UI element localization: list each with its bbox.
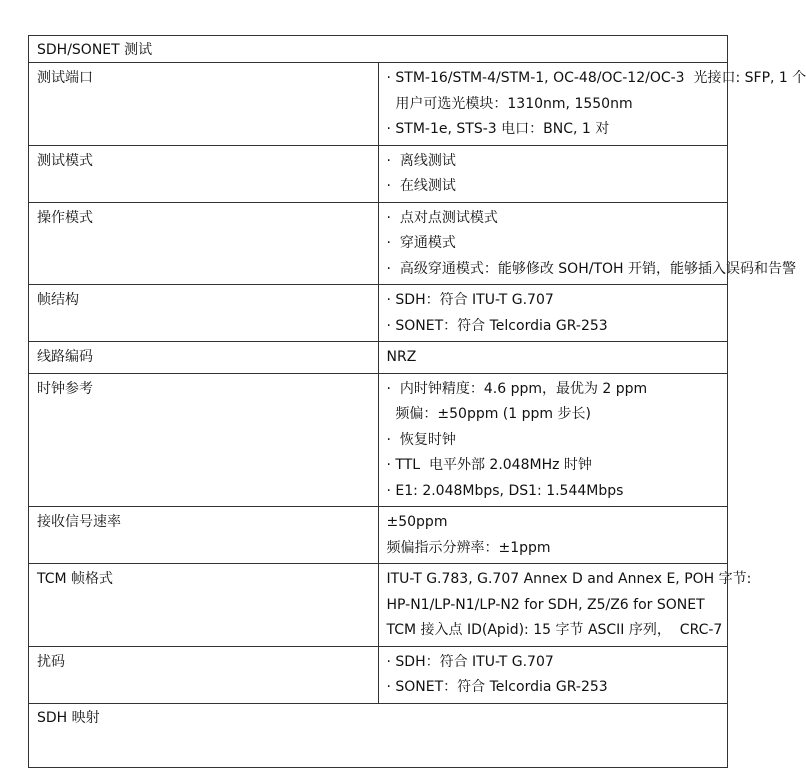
row-value-line: · 离线测试 <box>386 152 456 169</box>
row-value-line: · STM-1e, STS-3 电口：BNC, 1 对 <box>386 121 610 137</box>
row-value-cell <box>378 145 728 202</box>
row-value-line: · SONET：符合 Telcordia GR-253 <box>386 317 608 334</box>
table-row <box>29 342 728 374</box>
row-label: 时钟参考 <box>37 380 93 397</box>
row-value-line: · 高级穿通模式：能够修改 SOH/TOH 开销，能够插入误码和告警 <box>386 260 796 277</box>
row-value-cell <box>378 202 796 285</box>
row-label-cell <box>29 564 379 647</box>
row-value-line: ITU-T G.783, G.707 Annex D and Annex E, POH 字节: <box>386 571 752 587</box>
row-label: 接收信号速率 <box>37 514 121 530</box>
table-title-row <box>29 36 728 63</box>
table-row <box>29 145 728 202</box>
row-label: 线路编码 <box>37 349 93 365</box>
row-value-cell <box>378 63 806 146</box>
row-label-cell <box>29 285 379 342</box>
row-value-line: · TTL 电平外部 2.048MHz 时钟 <box>386 457 592 473</box>
spec-table-body <box>29 36 806 768</box>
row-value-line: ±50ppm <box>386 514 448 530</box>
row-label-cell <box>29 202 379 285</box>
row-label: 帧结构 <box>37 292 79 308</box>
row-value-line: · 恢复时钟 <box>386 431 456 448</box>
table-row <box>29 285 728 342</box>
row-label-cell <box>29 646 379 703</box>
row-value-line: · 内时钟精度：4.6 ppm，最优为 2 ppm <box>386 380 648 397</box>
row-value-line: · 点对点测试模式 <box>386 209 498 226</box>
row-value-line: 频偏：±50ppm (1 ppm 步长) <box>386 406 591 422</box>
row-value-cell <box>378 285 728 342</box>
row-label-cell <box>29 507 379 564</box>
row-value-cell <box>378 564 752 647</box>
table-row <box>29 564 728 647</box>
row-value-line: · 穿通模式 <box>386 235 456 251</box>
row-value-line: 频偏指示分辨率：±1ppm <box>386 539 551 556</box>
table-row <box>29 373 728 507</box>
table-row <box>29 202 728 285</box>
spec-table <box>28 35 806 768</box>
table-row <box>29 63 728 146</box>
row-value-line: · 在线测试 <box>386 178 456 194</box>
row-value-line: · SDH：符合 ITU-T G.707 <box>386 653 554 670</box>
table-row <box>29 646 728 703</box>
row-label: TCM 帧格式 <box>37 571 114 587</box>
row-value-line: · SONET：符合 Telcordia GR-253 <box>386 679 608 695</box>
row-value-line: TCM 接入点 ID(Apid): 15 字节 ASCII 序列， CRC-7 <box>386 622 723 638</box>
row-value-line: · E1: 2.048Mbps, DS1: 1.544Mbps <box>386 482 624 499</box>
row-value-cell <box>378 373 728 507</box>
row-value-line: · SDH：符合 ITU-T G.707 <box>386 292 554 308</box>
table-row <box>29 507 728 564</box>
row-value-cell <box>378 646 728 703</box>
row-value-cell <box>378 507 728 564</box>
row-label: 测试模式 <box>37 152 93 169</box>
row-value-line: 用户可选光模块：1310nm, 1550nm <box>386 95 633 112</box>
table-title: SDH/SONET 测试 <box>29 36 728 63</box>
row-label-cell <box>29 373 379 507</box>
table-footer-row <box>29 703 728 767</box>
row-label: 扰码 <box>37 653 65 670</box>
row-value-cell <box>378 342 728 374</box>
row-label-cell <box>29 63 379 146</box>
row-label-cell <box>29 145 379 202</box>
row-label: 测试端口 <box>37 70 93 86</box>
row-value-line: · STM-16/STM-4/STM-1, OC-48/OC-12/OC-3 光接口: SFP, 1 个 <box>386 70 806 86</box>
row-label: 操作模式 <box>37 209 93 226</box>
row-value-line: NRZ <box>386 349 417 365</box>
row-label-cell <box>29 342 379 374</box>
row-value-line: HP-N1/LP-N1/LP-N2 for SDH, Z5/Z6 for SONET <box>386 596 705 613</box>
section-heading: SDH 映射 <box>29 703 728 767</box>
